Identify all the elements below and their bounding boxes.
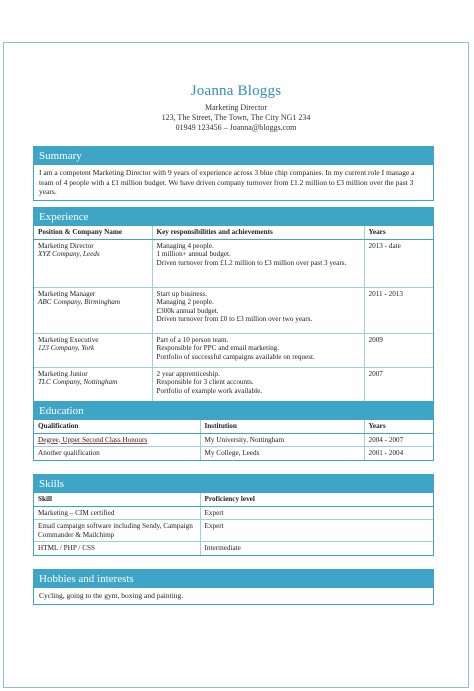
table-row bbox=[34, 287, 433, 333]
hobbies-heading: Hobbies and interests bbox=[34, 570, 433, 588]
details-cell bbox=[152, 239, 364, 287]
experience-heading: Experience bbox=[34, 208, 433, 226]
position-cell bbox=[34, 367, 152, 401]
column-header: Position & Company Name bbox=[34, 226, 152, 239]
detail-line: Managing 2 people. bbox=[156, 298, 214, 306]
detail-line: Part of a 10 person team. bbox=[156, 335, 229, 344]
skill-cell: Email campaign software including Sendy, Campaign Commander & Mailchimp bbox=[34, 520, 200, 542]
education-table bbox=[34, 420, 433, 460]
company-name: 123 Company, York bbox=[38, 344, 95, 352]
detail-line: Responsible for 3 client accounts. bbox=[156, 378, 254, 386]
cv-header bbox=[4, 83, 468, 133]
candidate-contact: 01949 123456 – Joanna@bloggs.com bbox=[175, 123, 297, 132]
table-row bbox=[34, 333, 433, 367]
position-cell bbox=[34, 333, 152, 367]
table-row bbox=[34, 239, 433, 287]
position-title: Marketing Executive bbox=[38, 335, 99, 344]
detail-line: 1 million+ annual budget. bbox=[156, 250, 231, 258]
detail-line: Portfolio of example work available. bbox=[156, 386, 263, 395]
skills-table bbox=[34, 493, 433, 555]
institution-cell: My University, Nottingham bbox=[200, 433, 364, 447]
table-row bbox=[34, 520, 433, 542]
company-name: TLC Company, Nottingham bbox=[38, 378, 118, 386]
column-header: Skill bbox=[34, 493, 200, 506]
skills-heading: Skills bbox=[34, 475, 433, 493]
position-cell bbox=[34, 287, 152, 333]
detail-line: Managing 4 people. bbox=[156, 241, 214, 250]
details-cell bbox=[152, 367, 364, 401]
qualification-cell: Another qualification bbox=[34, 447, 200, 460]
candidate-name: Joanna Bloggs bbox=[190, 83, 282, 99]
summary-section bbox=[33, 146, 434, 201]
skills-header-row bbox=[34, 493, 433, 506]
institution-cell: My College, Leeds bbox=[200, 447, 364, 460]
detail-line: Portfolio of successful campaigns available on request. bbox=[156, 352, 315, 361]
column-header: Qualification bbox=[34, 420, 200, 433]
table-row bbox=[34, 447, 433, 460]
candidate-role: Marketing Director bbox=[205, 103, 267, 112]
education-heading: Education bbox=[34, 402, 433, 420]
position-title: Marketing Manager bbox=[38, 289, 96, 298]
candidate-address: 123, The Street, The Town, The City NG1 234 bbox=[161, 113, 311, 122]
position-cell bbox=[34, 239, 152, 287]
hobbies-text: Cycling, going to the gym, boxing and painting. bbox=[39, 591, 184, 600]
years-cell: 2004 - 2007 bbox=[364, 433, 433, 447]
details-cell bbox=[152, 287, 364, 333]
qualification-text: Degree, Upper Second Class Honours bbox=[38, 435, 148, 444]
column-header: Key responsibilities and achievements bbox=[152, 226, 364, 239]
skill-cell: Marketing – CIM certified bbox=[34, 506, 200, 520]
detail-line: £300k annual budget. bbox=[156, 306, 219, 315]
table-row bbox=[34, 506, 433, 520]
table-row bbox=[34, 433, 433, 447]
column-header: Proficiency level bbox=[200, 493, 433, 506]
column-header: Years bbox=[364, 420, 433, 433]
summary-text: I am a competent Marketing Director with 9 years of experience across 3 blue chip companies. In my current role I manage a team of 4 people with a £1 million budget. We have driven company turnover from £1.2 million to £3 million over the past 3 years. bbox=[39, 168, 415, 196]
experience-table bbox=[34, 226, 433, 401]
years-cell: 2001 - 2004 bbox=[364, 447, 433, 460]
skills-section bbox=[33, 474, 434, 556]
column-header: Institution bbox=[200, 420, 364, 433]
company-name: XYZ Company, Leeds bbox=[38, 250, 100, 258]
table-row bbox=[34, 367, 433, 401]
details-cell bbox=[152, 333, 364, 367]
experience-header-row bbox=[34, 226, 433, 239]
detail-line: Driven turnover from £1.2 million to £3 million over past 3 years. bbox=[156, 258, 347, 267]
detail-line: Driven turnover from £0 to £3 million over two years. bbox=[156, 315, 313, 323]
hobbies-section bbox=[33, 569, 434, 605]
level-cell: Expert bbox=[200, 506, 433, 520]
years-cell: 2009 bbox=[364, 333, 433, 367]
position-title: Marketing Junior bbox=[38, 369, 88, 378]
summary-heading: Summary bbox=[34, 147, 433, 165]
skill-cell: HTML / PHP / CSS bbox=[34, 542, 200, 555]
experience-section bbox=[33, 207, 434, 402]
years-cell: 2011 - 2013 bbox=[364, 287, 433, 333]
detail-line: Responsible for PPC and email marketing. bbox=[156, 344, 280, 352]
position-title: Marketing Director bbox=[38, 241, 94, 250]
qualification-cell bbox=[34, 433, 200, 447]
table-row bbox=[34, 542, 433, 555]
detail-line: Start up business. bbox=[156, 289, 208, 298]
education-section bbox=[33, 401, 434, 461]
column-header: Years bbox=[364, 226, 433, 239]
years-cell: 2007 bbox=[364, 367, 433, 401]
level-cell: Intermediate bbox=[200, 542, 433, 555]
level-cell: Expert bbox=[200, 520, 433, 542]
years-cell: 2013 - date bbox=[364, 239, 433, 287]
company-name: ABC Company, Birmingham bbox=[38, 298, 121, 306]
detail-line: 2 year apprenticeship. bbox=[156, 369, 220, 378]
education-header-row bbox=[34, 420, 433, 433]
